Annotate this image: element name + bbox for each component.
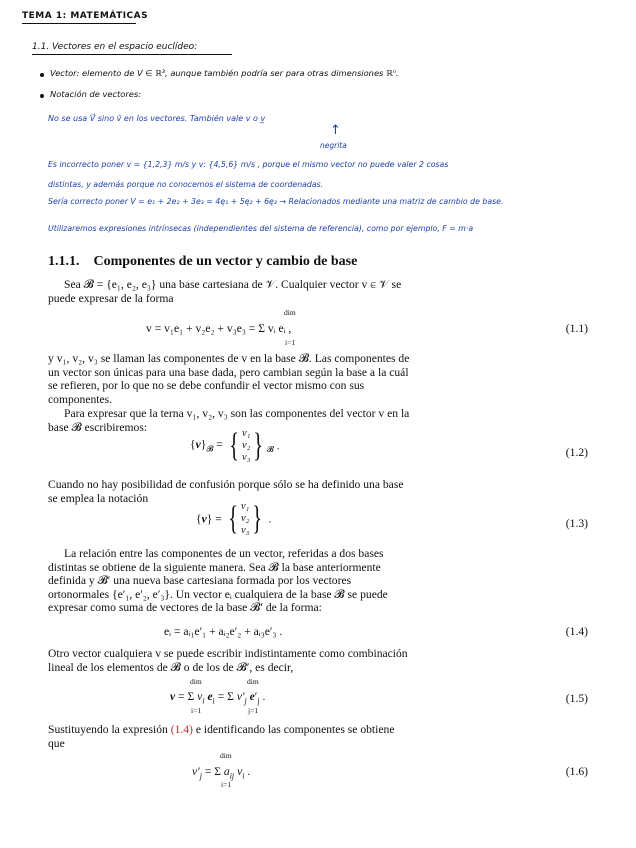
equation-1-5: v = Σ $v_i$ $e_i = \Sigma$ $v'_j$ $e'_j$ .	[170, 690, 266, 706]
paragraph-base: Sea 𝓑 = {e₁, e₂, e₃} una base cartesiana de 𝒱. Cualquier vector v ∈ 𝒱 se puede expresar de la forma	[48, 278, 402, 305]
bullet-dot	[40, 73, 44, 77]
right-brace: }	[253, 427, 264, 464]
equation-number: (1.6)	[565, 765, 588, 778]
notes-negrita-label: negrita	[320, 141, 347, 150]
eq5-sum-bottom: i=1	[191, 706, 202, 715]
equation-number: (1.2)	[565, 446, 588, 459]
up-arrow-icon: ↑	[330, 123, 341, 138]
eq6-sum-top: dim	[220, 751, 232, 760]
equation-number: (1.3)	[565, 517, 588, 530]
section-underline	[32, 54, 232, 55]
bullet-dot	[40, 94, 44, 98]
equation-1-3: {v} = { v₁ v₂ v₃} .	[196, 500, 272, 537]
equation-1-2: $\{v\}_𝓑$ = { v₁ v₂ v₃} $_𝓑$ .	[190, 427, 280, 464]
tema-underline	[22, 23, 136, 24]
eq5-sum-top: dim	[190, 677, 202, 686]
notes-bullet-notacion: Notación de vectores:	[50, 89, 142, 99]
notes-line-incorrecto: Es incorrecto poner v = {1,2,3} m/s y v: {4,5,6} m/s , porque el mismo vector no puede valer 2 cosas	[48, 160, 449, 169]
left-brace: {	[227, 500, 238, 537]
notes-line-notation: No se usa V⃗ sino v̄ en los vectores. También vale v o v̲	[48, 114, 266, 123]
notes-line-distintas: distintas, y además porque no conocemos el sistema de coordenadas.	[48, 180, 324, 189]
component-column: v₁ v₂ v₃	[242, 428, 251, 463]
equation-number: (1.5)	[565, 692, 588, 705]
notes-bullet-vector: Vector: elemento de V ∈ ℝ³, aunque también podría ser para otras dimensiones ℝⁿ.	[50, 68, 399, 78]
paragraph-relacion: La relación entre las componentes de un vector, referidas a dos bases distintas se obtiene de la siguiente manera. Sea 𝓑 la base anteriormente definida y 𝓑′ una nueva base cartesiana formada por los vectores ortonormales {e′₁, e′₂, e′₃}. Un vector eᵢ cualquiera de la base 𝓑 se puede expresar como suma de vectores de la base 𝓑′ de la forma:	[48, 547, 388, 615]
equation-reference-link[interactable]: (1.4)	[170, 723, 193, 736]
eq5-sum2-top: dim	[247, 677, 259, 686]
paragraph-sustituyendo: Sustituyendo la expresión (1.4) e identificando las componentes se obtiene que	[48, 723, 395, 750]
eq1-sum-top: dim	[284, 308, 296, 317]
paragraph-componentes: y v₁, v₂, v₃ se llaman las componentes de v en la base 𝓑. Las componentes de un vector son únicas para una base dada, pero cambian según la base a la cuál se refieren, por lo que no se debe confundir el vector mismo con sus componentes.	[48, 352, 410, 406]
eq1-sum-bottom: i=1	[285, 338, 296, 347]
paragraph-notacion: Cuando no hay posibilidad de confusión porque sólo se ha definido una base se emplea la notación	[48, 478, 404, 505]
section-heading	[48, 254, 357, 270]
eq5-sum2-bottom: j=1	[248, 706, 259, 715]
right-brace: }	[252, 500, 263, 537]
equation-number: (1.1)	[565, 322, 588, 335]
paragraph-otro-vector: Otro vector cualquiera v se puede escribir indistintamente como combinación lineal de los elementos de 𝓑 o de los de 𝓑′, es decir,	[48, 647, 408, 674]
notes-line-correcto: Sería correcto poner V = e₁ + 2e₂ + 3e₃ = 4ę₁ + 5ę₂ + 6ę₃ → Relacionados mediante una matriz de cambio de base.	[48, 197, 504, 206]
notes-tema-title: TEMA 1: MATEMÁTICAS	[22, 11, 149, 21]
component-column: v₁ v₂ v₃	[240, 501, 250, 536]
equation-1-1: v = v₁e₁ + v₂e₂ + v₃e₃ = Σ vᵢ eᵢ ,	[146, 322, 292, 335]
notes-line-intrinsecas: Utilizaremos expresiones intrínsecas (independientes del sistema de referencia), como por ejemplo, F = m·a	[48, 224, 474, 233]
paragraph-terna: Para expresar que la terna v₁, v₂, v₃ son las componentes del vector v en la base 𝓑 escribiremos:	[48, 407, 410, 434]
section-heading-number: 1.1.1.	[48, 254, 80, 269]
basis-subscript: 𝓑	[206, 444, 214, 454]
section-heading-title: Componentes de un vector y cambio de base	[93, 254, 358, 269]
notes-section-title: 1.1. Vectores en el espacio euclídeo:	[32, 42, 198, 52]
equation-1-4: eᵢ = aᵢ₁e′₁ + aᵢ₂e′₂ + aᵢ₃e′₃ .	[164, 625, 283, 638]
equation-1-6: $v'_j = \Sigma$ $a_{ij}$ $v_i$ .	[192, 765, 251, 781]
equation-number: (1.4)	[565, 625, 588, 638]
left-brace: {	[228, 427, 239, 464]
eq6-sum-bottom: i=1	[221, 780, 232, 789]
